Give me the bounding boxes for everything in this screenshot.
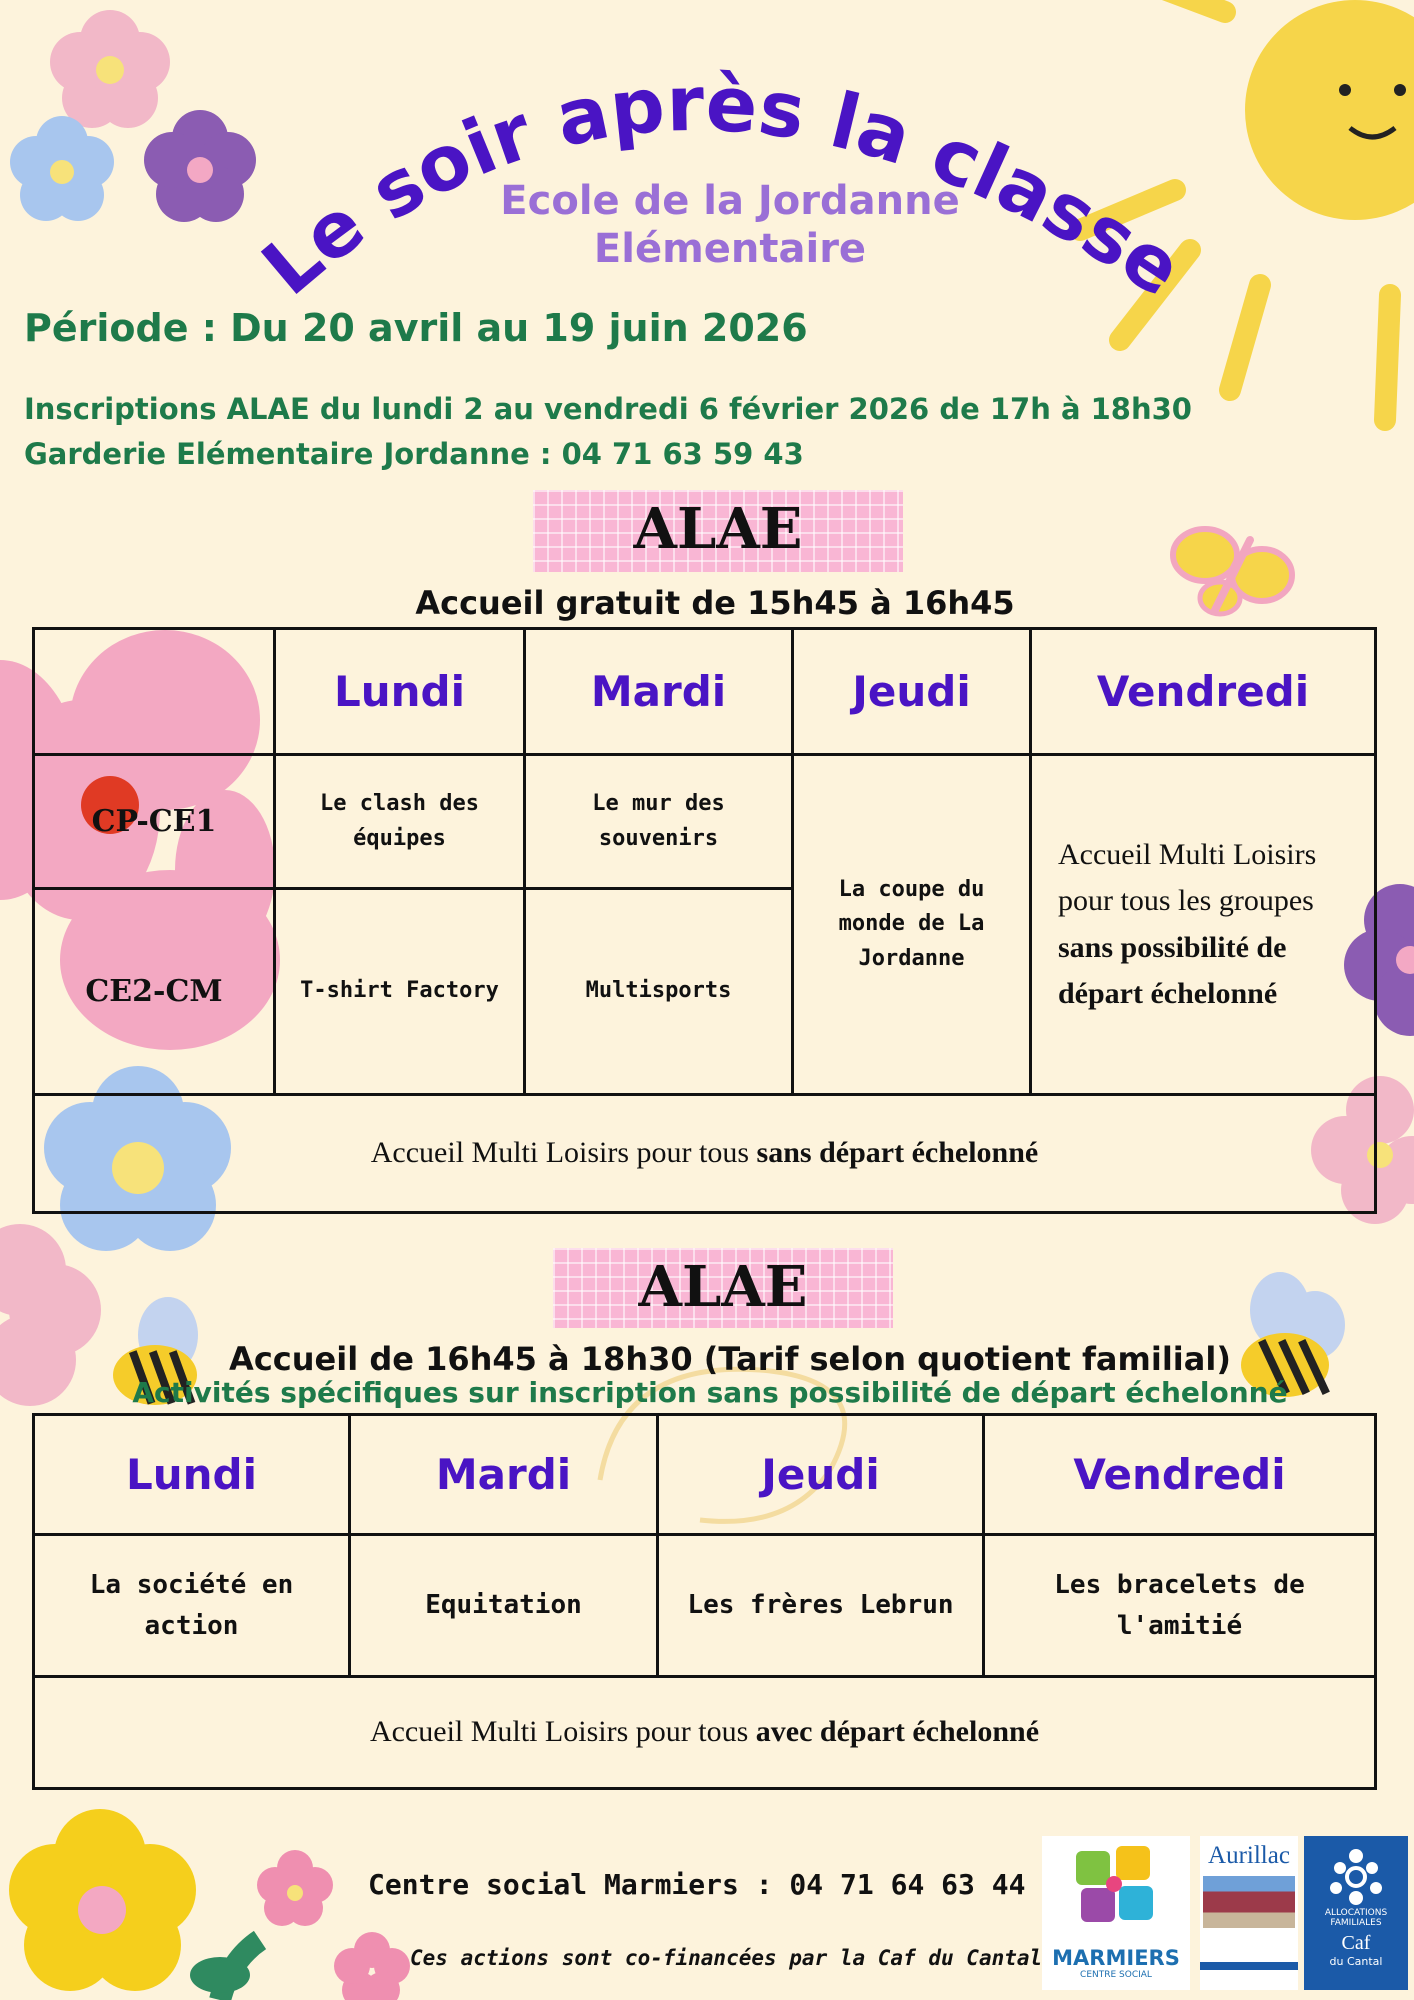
caf-logo — [1304, 1836, 1408, 1990]
alae-schedule-table-2 — [32, 1413, 1377, 1790]
footer-plain-text: Accueil Multi Loisirs pour tous — [370, 1136, 750, 1170]
centre-social-phone: Centre social Marmiers : 04 71 64 63 44 — [368, 1868, 1026, 1901]
caf-logo-line3: Caf — [1341, 1932, 1371, 1954]
aurillac-logo-text: Aurillac — [1208, 1842, 1290, 1869]
caf-logo-line1: ALLOCATIONS — [1324, 1908, 1388, 1918]
footer-bold-text: avec départ échelonné — [755, 1715, 1040, 1749]
day-header-jeudi: Jeudi — [793, 629, 1031, 755]
flower-icon — [9, 1809, 196, 1991]
activity-mardi-ce2-cm: Multisports — [525, 889, 793, 1095]
activity-mardi-cp-ce1: Le mur des souvenirs — [525, 755, 793, 889]
group-name: CP-CE1 — [91, 804, 217, 839]
period-text: Période : Du 20 avril au 19 juin 2026 — [24, 306, 808, 350]
marmiers-logo — [1042, 1836, 1190, 1990]
marmiers-logo-subtext: CENTRE SOCIAL — [1080, 1970, 1152, 1980]
inscriptions-text: Inscriptions ALAE du lundi 2 au vendredi 6 février 2026 de 17h à 18h30 — [24, 392, 1192, 426]
activity-vendredi-all — [1031, 755, 1376, 1095]
day-header-lundi: Lundi — [34, 1415, 350, 1535]
alae-badge: ALAE — [638, 1254, 808, 1320]
aurillac-city-image — [1203, 1876, 1295, 1928]
day-header-mardi: Mardi — [525, 629, 793, 755]
alae-badge: ALAE — [633, 496, 803, 562]
flower-icon — [10, 116, 114, 221]
vendredi-plain-text: Accueil Multi Loisirs pour tous les groupes — [1058, 837, 1317, 917]
activity-jeudi-all: La coupe du monde de La Jordanne — [793, 755, 1031, 1095]
caf-logo-line2: FAMILIALES — [1330, 1918, 1382, 1928]
activity-lundi-cp-ce1: Le clash des équipes — [275, 755, 525, 889]
activity-lundi: La société en action — [34, 1535, 350, 1677]
day-header-lundi: Lundi — [275, 629, 525, 755]
flower-icon — [257, 1850, 333, 1926]
marmiers-logo-text: MARMIERS — [1052, 1946, 1180, 1970]
section2-footer-row — [34, 1677, 1376, 1789]
empty-corner-cell — [34, 629, 275, 755]
footer-plain-text: Accueil Multi Loisirs pour tous — [369, 1715, 749, 1749]
title-text: Le soir après la classe — [245, 58, 1198, 314]
cofinance-text: Ces actions sont co-financées par la Caf du Cantal — [410, 1946, 1043, 1970]
garderie-phone: Garderie Elémentaire Jordanne : 04 71 63 59 43 — [24, 437, 804, 471]
puzzle-icon — [1071, 1846, 1161, 1926]
family-icon — [1326, 1846, 1386, 1908]
section2-subtitle: Accueil de 16h45 à 18h30 (Tarif selon quotient familial) — [229, 1340, 1231, 1378]
section2-note: Activités spécifiques sur inscription sans possibilité de départ échelonné — [132, 1376, 1288, 1409]
day-header-vendredi: Vendredi — [984, 1415, 1376, 1535]
flower-icon — [334, 1932, 410, 2000]
day-header-vendredi: Vendredi — [1031, 629, 1376, 755]
caf-logo-line4: du Cantal — [1329, 1955, 1383, 1968]
day-header-jeudi: Jeudi — [658, 1415, 984, 1535]
section1-subtitle: Accueil gratuit de 15h45 à 16h45 — [415, 584, 1015, 622]
activity-mardi: Equitation — [350, 1535, 658, 1677]
flower-icon — [50, 10, 170, 128]
activity-vendredi: Les bracelets de l'amitié — [984, 1535, 1376, 1677]
group-label-cp-ce1 — [34, 755, 275, 889]
school-level: Elémentaire — [593, 226, 867, 272]
activity-lundi-ce2-cm: T-shirt Factory — [275, 889, 525, 1095]
aurillac-logo — [1200, 1836, 1298, 1990]
group-label-ce2-cm: CE2-CM — [34, 889, 275, 1095]
alae-schedule-table-1 — [32, 627, 1377, 1214]
footer-bold-text: sans départ échelonné — [756, 1136, 1039, 1170]
butterfly-icon — [1173, 529, 1292, 614]
aurillac-stripe — [1200, 1962, 1298, 1970]
day-header-mardi: Mardi — [350, 1415, 658, 1535]
activity-jeudi: Les frères Lebrun — [658, 1535, 984, 1677]
vendredi-bold-text: sans possibilité de départ échelonné — [1058, 930, 1287, 1010]
school-name: Ecole de la Jordanne — [500, 178, 960, 224]
section1-footer-row — [34, 1095, 1376, 1213]
